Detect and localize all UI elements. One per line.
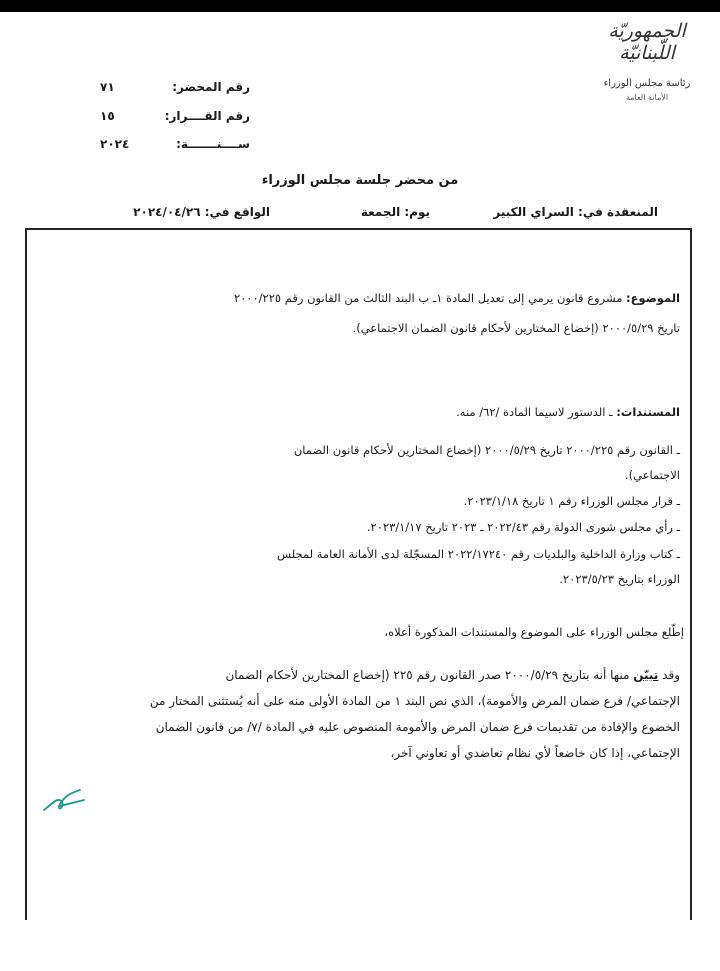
documents-item-2: ـ قرار مجلس الوزراء رقم ١ تاريخ ٢٠٢٣/١/١٨. — [463, 494, 680, 508]
republic-emblem — [592, 20, 702, 102]
documents-item-1-cont: الاجتماعي). — [624, 468, 680, 482]
documents-item-1: ـ القانون رقم ٢٠٠٠/٢٢٥ تاريخ ٢٠٠٠/٥/٢٩ (إخضاع المختارين لأحكام قانون الضمان — [293, 443, 680, 457]
review-statement: إطّلع مجلس الوزراء على الموضوع والمستندات المذكورة أعلاه، — [384, 625, 684, 639]
decision-value: ١٥ — [100, 109, 115, 123]
finding-line3: الخضوع والإفادة من تقديمات فرع ضمان المرض والأمومة المنصوص عليه في المادة /٧/ من قانون الضمان — [155, 720, 680, 734]
emblem-line2: اللّبنانيّة — [619, 42, 675, 64]
emblem-line1: الجمهوريّة — [608, 20, 686, 42]
finding-emph: تبيّن — [633, 668, 659, 682]
secretariat-label: الأمانة العامة — [625, 93, 669, 102]
subject-line1 — [40, 290, 680, 306]
session-place: المنعقدة في: السراي الكبير — [493, 205, 658, 219]
session-day: يوم: الجمعة — [360, 205, 430, 219]
minutes-value: ٧١ — [100, 80, 115, 94]
top-bar — [0, 0, 720, 12]
documents-label: المستندات: — [616, 405, 680, 419]
subject-text1: مشروع قانون يرمي إلى تعديل المادة ١ـ ب البند الثالث من القانون رقم ٢٠٠٠/٢٢٥ — [233, 291, 623, 305]
subject-line2: تاريخ ٢٠٠٠/٥/٢٩ (إخضاع المختارين لأحكام قانون الضمان الاجتماعي). — [352, 321, 680, 335]
documents-line1 — [40, 404, 680, 420]
finding-prefix: وقد — [662, 668, 680, 682]
finding-text1: منها أنه بتاريخ ٢٠٠٠/٥/٢٩ صدر القانون رقم ٢٢٥ (إخضاع المختارين لأحكام الضمان — [225, 668, 630, 682]
presidency-label: رئاسة مجلس الوزراء — [603, 78, 691, 89]
documents-item-3: ـ رأي مجلس شورى الدولة رقم ٢٠٢٢/٤٣ ـ ٢٠٢٣ تاريخ ٢٠٢٣/١/١٧. — [366, 520, 680, 534]
documents-first: ـ الدستور لاسيما المادة /٦٢/ منه. — [456, 405, 613, 419]
decision-label: رقم القــــرار: — [164, 109, 250, 123]
subject-label: الموضوع: — [626, 291, 680, 305]
document-title: من محضر جلسة مجلس الوزراء — [261, 173, 459, 188]
signature-mark — [40, 782, 90, 822]
finding-line2: الإجتماعي/ فرع ضمان المرض والأمومة)، الذي نص البند ١ من المادة الأولى منه على أنه يُستثنى المختار من — [149, 694, 680, 708]
year-value: ٢٠٢٤ — [100, 137, 130, 151]
year-label: ســــنـــــــة: — [176, 137, 250, 151]
documents-item-4: ـ كتاب وزارة الداخلية والبلديات رقم ٢٠٢٢/١٧٢٤٠ المسجّلة لدى الأمانة العامة لمجلس — [277, 547, 680, 561]
session-date: الواقع في: ٢٠٢٤/٠٤/٢٦ — [133, 205, 270, 219]
finding-line4: الإجتماعي، إذا كان خاضعاً لأي نظام تعاضدي أو تعاوني آخر، — [390, 746, 680, 760]
documents-item-4-cont: الوزراء بتاريخ ٢٠٢٣/٥/٢٣. — [559, 572, 680, 586]
minutes-label: رقم المحضر: — [172, 80, 250, 94]
